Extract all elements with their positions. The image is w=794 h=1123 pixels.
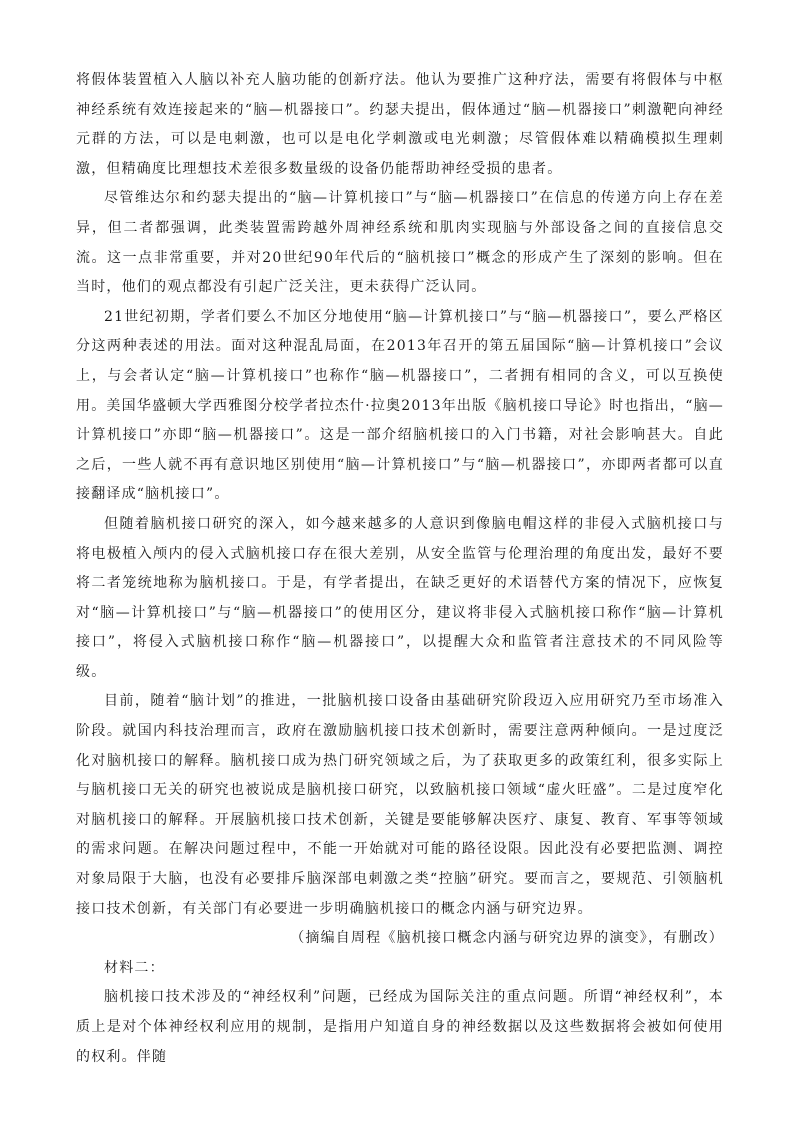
- paragraph-4: 但随着脑机接口研究的深入，如今越来越多的人意识到像脑电帽这样的非侵入式脑机接口与将电极植入颅内的侵入式脑机接口存在很大差别，从安全监管与伦理治理的角度出发，最好不要将二者笼统地称为脑机接口。于是，有学者提出，在缺乏更好的术语替代方案的情况下，应恢复对“脑—计算机接口”与“脑—机器接口”的使用区分，建议将非侵入式脑机接口称作“脑—计算机接口”，将侵入式脑机接口称作“脑—机器接口”，以提醒大众和监管者注意技术的不同风险等级。: [76, 515, 724, 680]
- document-page: [76, 66, 724, 1072]
- paragraph-3: 21世纪初期，学者们要么不加区分地使用“脑—计算机接口”与“脑—机器接口”，要么严格区分这两种表述的用法。面对这种混乱局面，在2013年召开的第五届国际“脑—计算机接口”会议上，与会者认定“脑—计算机接口”也称作“脑—机器接口”，二者拥有相同的含义，可以互换使用。美国华盛顿大学西雅图分校学者拉杰什·拉奥2013年出版《脑机接口导论》时也指出，“脑—计算机接口”亦即“脑—机器接口”。这是一部介绍脑机接口的入门书籍，对社会影响甚大。自此之后，一些人就不再有意识地区别使用“脑—计算机接口”与“脑—机器接口”，亦即两者都可以直接翻译成“脑机接口”。: [76, 308, 724, 503]
- material-2-heading: 材料二：: [104, 959, 165, 976]
- material-2-paragraph-1: 脑机接口技术涉及的“神经权利”问题，已经成为国际关注的重点问题。所谓“神经权利”，本质上是对个体神经权利应用的规制，是指用户知道自身的神经数据以及这些数据将会被如何使用的权利。伴随: [76, 989, 724, 1065]
- source-citation: （摘编自周程《脑机接口概念内涵与研究边界的演变》，有删改）: [290, 930, 724, 947]
- paragraph-2: 尽管维达尔和约瑟夫提出的“脑—计算机接口”与“脑—机器接口”在信息的传递方向上存在差异，但二者都强调，此类装置需跨越外周神经系统和肌肉实现脑与外部设备之间的直接信息交流。这一点非常重要，并对20世纪90年代后的“脑机接口”概念的形成产生了深刻的影响。但在当时，他们的观点都没有引起广泛关注，更未获得广泛认同。: [76, 190, 724, 296]
- paragraph-5: 目前，随着“脑计划”的推进，一批脑机接口设备由基础研究阶段迈入应用研究乃至市场准入阶段。就国内科技治理而言，政府在激励脑机接口技术创新时，需要注意两种倾向。一是过度泛化对脑机接口的解释。脑机接口成为热门研究领域之后，为了获取更多的政策红利，很多实际上与脑机接口无关的研究也被说成是脑机接口研究，以致脑机接口领域“虚火旺盛”。二是过度窄化对脑机接口的解释。开展脑机接口技术创新，关键是要能够解决医疗、康复、教育、军事等领域的需求问题。在解决问题过程中，不能一开始就对可能的路径设限。因此没有必要把监测、调控对象局限于大脑，也没有必要排斥脑深部电刺激之类“控脑”研究。要而言之，要规范、引领脑机接口技术创新，有关部门有必要进一步明确脑机接口的概念内涵与研究边界。: [76, 693, 724, 917]
- paragraph-1: 将假体装置植入人脑以补充人脑功能的创新疗法。他认为要推广这种疗法，需要有将假体与中枢神经系统有效连接起来的“脑—机器接口”。约瑟夫提出，假体通过“脑—机器接口”刺激靶向神经元群的方法，可以是电刺激，也可以是电化学刺激或电光刺激；尽管假体难以精确模拟生理刺激，但精确度比理想技术差很多数量级的设备仍能帮助神经受损的患者。: [76, 72, 724, 177]
